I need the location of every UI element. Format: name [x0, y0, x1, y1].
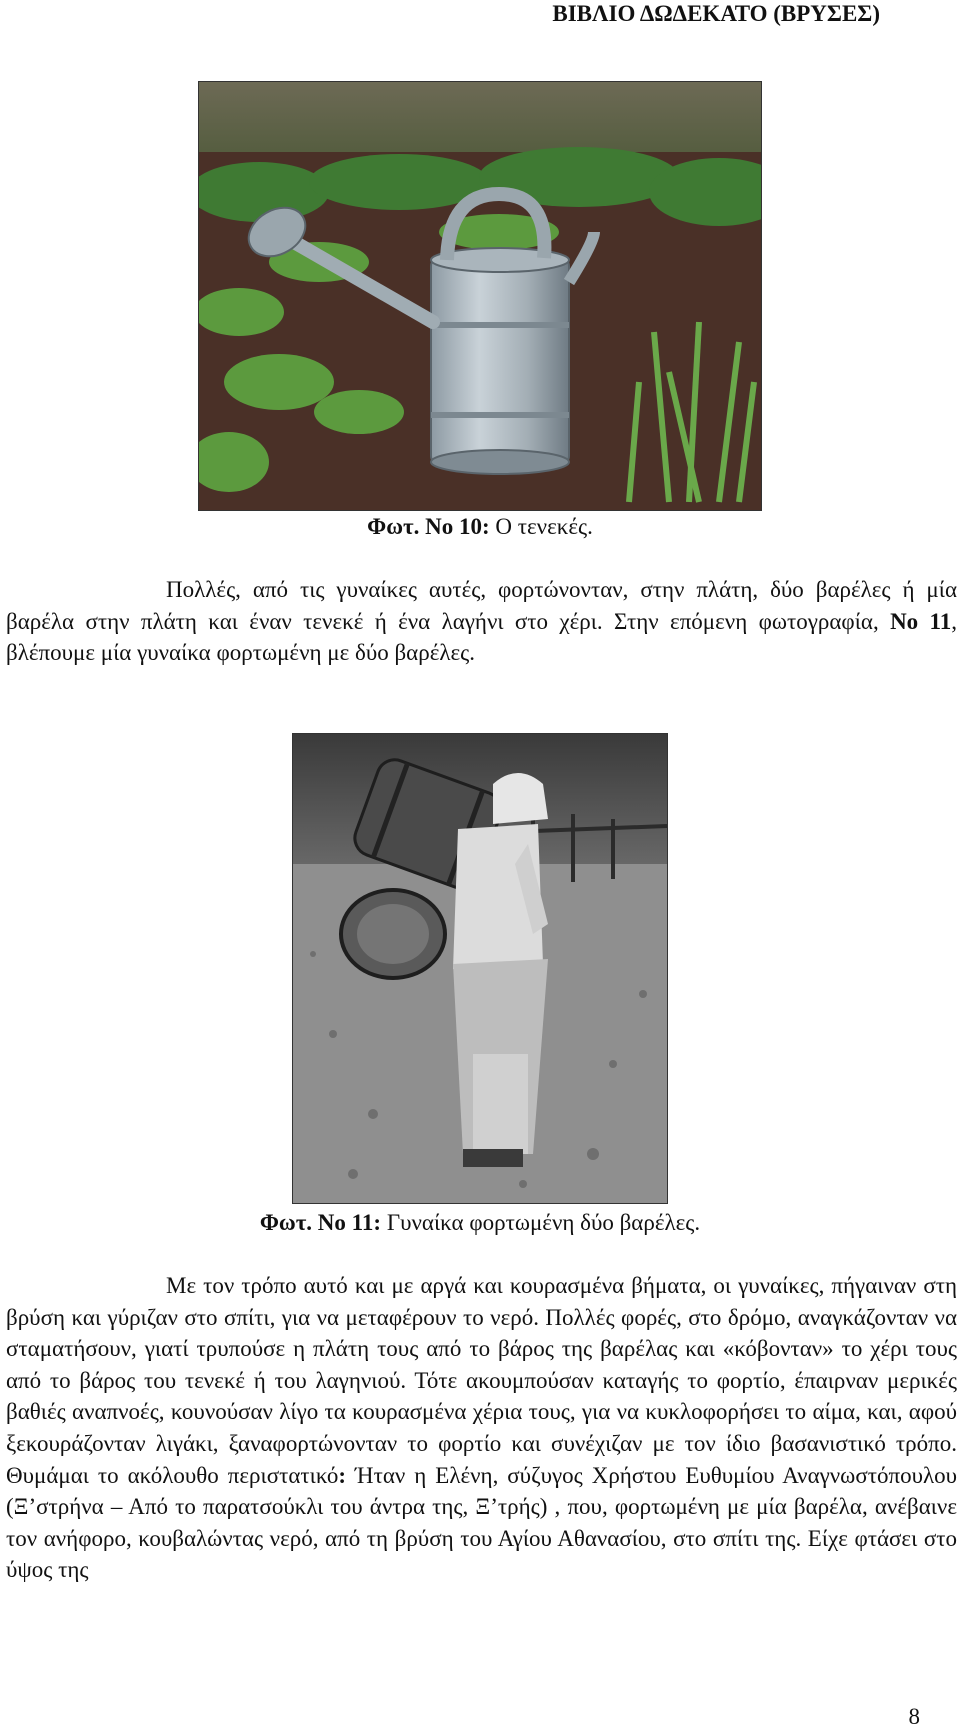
- photo-reference: Νο 11: [890, 608, 952, 634]
- caption-label: Φωτ. Νο 11:: [259, 1210, 382, 1235]
- photo-caption: [0, 513, 960, 541]
- emphasis-colon: :: [338, 1462, 347, 1488]
- caption-text: Ο τενεκές.: [489, 514, 593, 539]
- photo-watering-can: [198, 81, 762, 511]
- paragraph: [6, 1270, 957, 1586]
- caption-label: Φωτ. Νο 10:: [367, 514, 490, 539]
- page-number: 8: [908, 1704, 920, 1729]
- paragraph-text: Ήταν η Ελένη, σύζυγος Χρήστου Ευθυμίου Αναγνωστόπουλου (Ξ’στρήνα – Από το παρατσούκλι του άντρα της, Ξ’τρής) , που, φορτωμένη με μία βαρέλα, ανέβαινε τον ανήφορο, κουβαλώντας νερό, από τη βρύση του Αγίου Αθανασίου, στο σπίτι της. Είχε φτάσει στο ύψος της: [6, 1462, 958, 1583]
- caption-text: Γυναίκα φορτωμένη δύο βαρέλες.: [381, 1210, 701, 1235]
- paragraph-text: Με τον τρόπο αυτό και με αργά και κουρασμένα βήματα, οι γυναίκες, πήγαιναν στη βρύση και γύριζαν στο σπίτι, για να μεταφέρουν το νερό. Πολλές φορές, στο δρόμο, αναγκάζονταν να σταματήσουν, γιατί τρυπούσε η πλάτη τους από το βάρος της βαρέλας και «κόβονταν» το χέρι τους από το βάρος του τενεκέ ή του λαγηνιού. Τότε ακουμπούσαν καταγής το φορτίο, έπαιρναν μερικές βαθιές αναπνοές, κουνούσαν λίγο τα κουρασμένα χέρια τους, για να κυκλοφορήσει το αίμα, και, αφού ξεκουράζονταν λιγάκι, ξαναφορτώνονταν το φορτίο και συνέχιζαν με τον ίδιο βασανιστικό τρόπο. Θυμάμαι το ακόλουθο περιστατικό: [6, 1273, 957, 1488]
- paragraph: [6, 574, 957, 669]
- photo-caption: [0, 1209, 960, 1237]
- photo-woman-with-barrels: [292, 733, 668, 1204]
- paragraph-text: , βλέπουμε μία γυναίκα φορτωμένη με δύο βαρέλες.: [6, 608, 958, 666]
- paragraph-text: Πολλές, από τις γυναίκες αυτές, φορτώνονταν, στην πλάτη, δύο βαρέλες ή μία βαρέλα στην πλάτη και έναν τενεκέ ή ένα λαγήνι στο χέρι. Στην επόμενη φωτογραφία,: [6, 577, 957, 634]
- page-header: ΒΙΒΛΙΟ ΔΩΔΕΚΑΤΟ (ΒΡΥΣΕΣ): [552, 1, 880, 26]
